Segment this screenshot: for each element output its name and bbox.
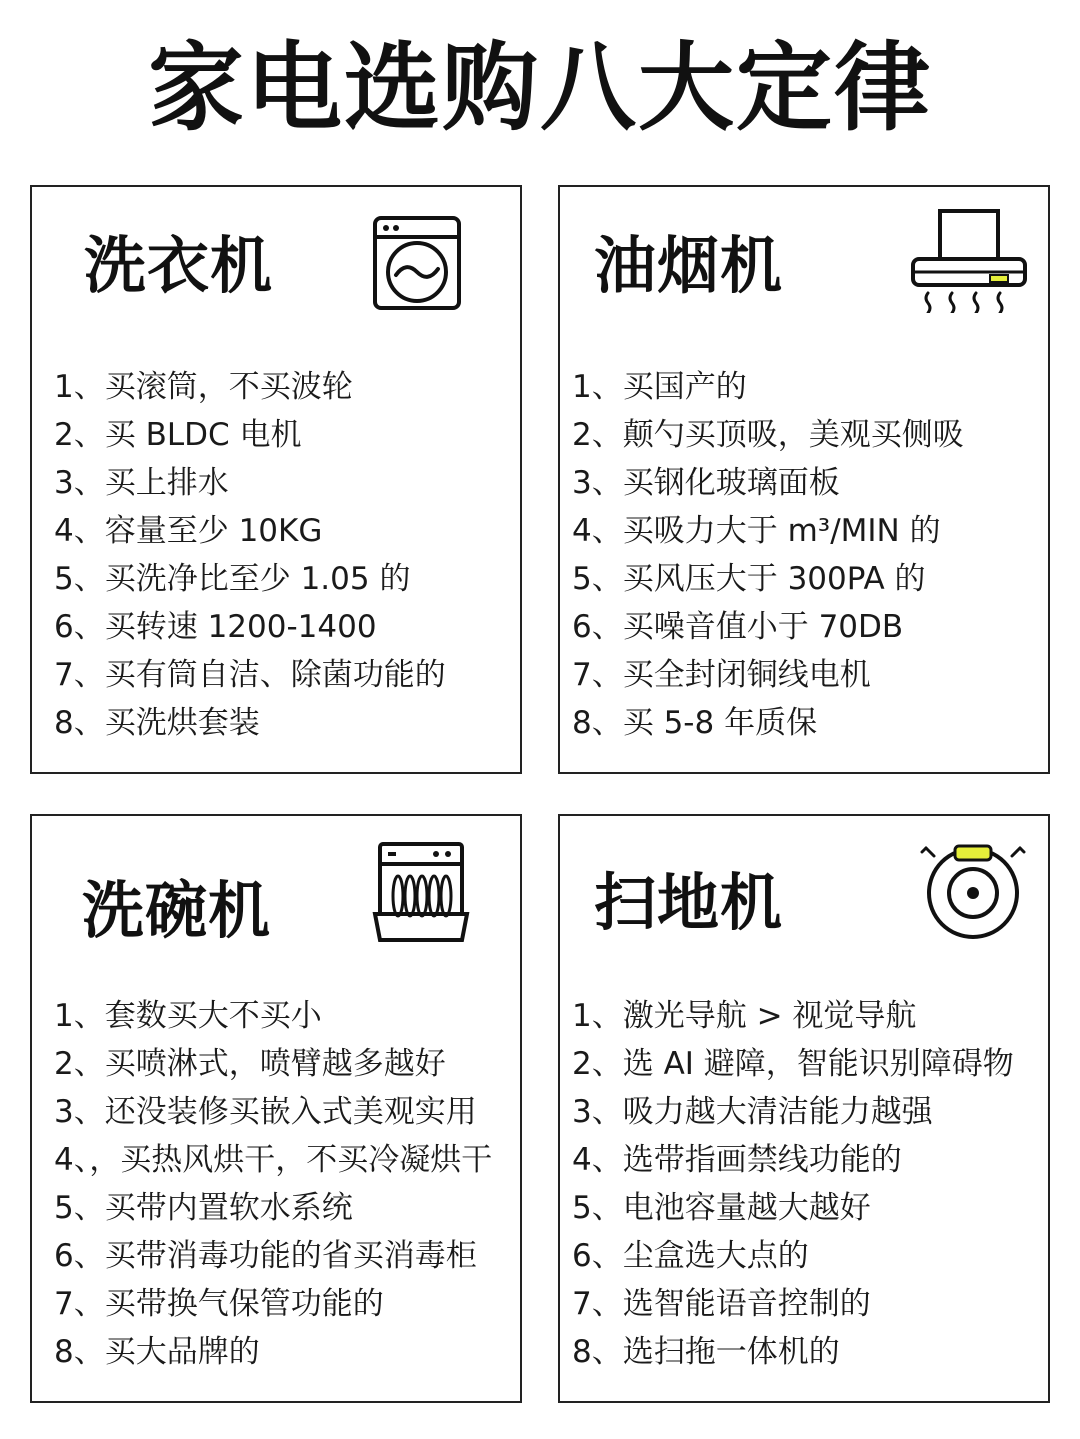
card-title: 油烟机: [594, 229, 784, 302]
list-item: 3、买钢化玻璃面板: [572, 465, 840, 501]
list-item: 1、买滚筒，不买波轮: [54, 369, 353, 405]
list-item: 1、激光导航 > 视觉导航: [572, 998, 917, 1034]
dishwasher-icon: [372, 840, 470, 944]
range-hood-icon: [910, 207, 1030, 313]
feature-list: [54, 363, 446, 747]
card-title: 洗衣机: [84, 229, 274, 302]
list-item: 7、买全封闭铜线电机: [572, 657, 871, 693]
list-item: 7、买有筒自洁、除菌功能的: [54, 657, 446, 693]
list-item: 5、买风压大于 300PA 的: [572, 561, 926, 597]
feature-list: [572, 363, 964, 747]
list-item: 1、买国产的: [572, 369, 747, 405]
list-item: 3、还没装修买嵌入式美观实用: [54, 1094, 477, 1130]
page-title: 家电选购八大定律: [148, 32, 932, 144]
list-item: 7、选智能语音控制的: [572, 1286, 871, 1322]
list-item: 2、买 BLDC 电机: [54, 417, 302, 453]
card-title: 扫地机: [594, 866, 784, 939]
washing-machine-icon: [372, 215, 462, 311]
list-item: 2、选 AI 避障，智能识别障碍物: [572, 1046, 1014, 1082]
list-item: 6、买转速 1200-1400: [54, 609, 377, 645]
card-robot-vacuum: [558, 814, 1050, 1403]
list-item: 1、套数买大不买小: [54, 998, 322, 1034]
list-item: 3、买上排水: [54, 465, 229, 501]
list-item: 2、买喷淋式，喷臂越多越好: [54, 1046, 446, 1082]
list-item: 6、买带消毒功能的省买消毒柜: [54, 1238, 477, 1274]
card-range-hood: [558, 185, 1050, 774]
list-item: 4、买吸力大于 m³/MIN 的: [572, 513, 941, 549]
list-item: 6、买噪音值小于 70DB: [572, 609, 904, 645]
list-item: 5、买洗净比至少 1.05 的: [54, 561, 411, 597]
list-item: 7、买带换气保管功能的: [54, 1286, 384, 1322]
list-item: 4、，买热风烘干，不买冷凝烘干: [54, 1142, 493, 1178]
list-item: 8、买大品牌的: [54, 1334, 260, 1370]
list-item: 3、吸力越大清洁能力越强: [572, 1094, 933, 1130]
list-item: 5、买带内置软水系统: [54, 1190, 353, 1226]
feature-list: [572, 992, 1014, 1376]
list-item: 4、容量至少 10KG: [54, 513, 323, 549]
card-dishwasher: [30, 814, 522, 1403]
list-item: 4、选带指画禁线功能的: [572, 1142, 902, 1178]
list-item: 2、颠勺买顶吸，美观买侧吸: [572, 417, 964, 453]
list-item: 8、买洗烘套装: [54, 705, 260, 741]
card-washing-machine: [30, 185, 522, 774]
feature-list: [54, 992, 492, 1376]
robot-vacuum-icon: [920, 838, 1026, 944]
list-item: 5、电池容量越大越好: [572, 1190, 871, 1226]
card-title: 洗碗机: [82, 874, 272, 947]
list-item: 8、选扫拖一体机的: [572, 1334, 840, 1370]
list-item: 8、买 5-8 年质保: [572, 705, 818, 741]
list-item: 6、尘盒选大点的: [572, 1238, 809, 1274]
